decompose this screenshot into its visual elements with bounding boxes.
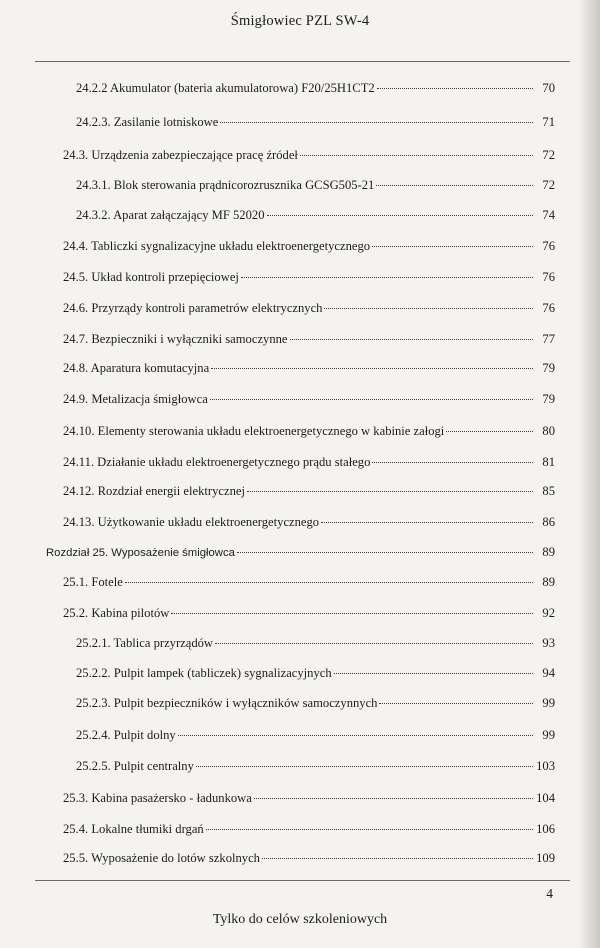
toc-entry (63, 390, 555, 408)
toc-dot-leader (376, 185, 533, 186)
toc-entry-label: 24.10. Elementy sterowania układu elektroenergetycznego w kabinie załogi (63, 424, 445, 438)
toc-dot-leader (237, 552, 533, 553)
toc-entry (63, 299, 555, 317)
footer-note: Tylko do celów szkoleniowych (212, 912, 388, 927)
toc-entry-label: 24.11. Działanie układu elektroenergetycznego prądu stałego (63, 455, 371, 469)
toc-entry-page: 81 (542, 455, 555, 469)
toc-entry (63, 604, 555, 622)
toc-chapter-entry (46, 543, 555, 561)
toc-entry-page: 85 (542, 484, 555, 498)
toc-dot-leader (372, 246, 533, 247)
toc-entry (63, 330, 555, 348)
toc-entry (76, 694, 555, 712)
toc-dot-leader (379, 703, 533, 704)
toc-entry (63, 820, 555, 838)
page-edge-shadow (578, 0, 600, 948)
toc-entry-label: 24.6. Przyrządy kontroli parametrów elektrycznych (63, 301, 323, 315)
toc-entry-label: 25.2.3. Pulpit bezpieczników i wyłączników samoczynnych (76, 696, 378, 710)
toc-entry-label: 24.2.3. Zasilanie lotniskowe (76, 115, 219, 129)
toc-dot-leader (178, 735, 533, 736)
toc-entry-page: 80 (542, 424, 555, 438)
toc-dot-leader (211, 368, 533, 369)
toc-entry-page: 72 (542, 178, 555, 192)
toc-entry (63, 268, 555, 286)
toc-entry (63, 513, 555, 531)
toc-dot-leader (215, 643, 533, 644)
toc-entry (63, 453, 555, 471)
toc-entry-label: 24.8. Aparatura komutacyjna (63, 361, 210, 375)
toc-entry-label: 24.4. Tabliczki sygnalizacyjne układu elektroenergetycznego (63, 239, 371, 253)
toc-entry (63, 482, 555, 500)
toc-entry (76, 664, 555, 682)
toc-entry-label: 25.2.4. Pulpit dolny (76, 728, 176, 742)
toc-entry (76, 726, 555, 744)
toc-entry-page: 71 (542, 115, 555, 129)
toc-entry-label: 24.7. Bezpieczniki i wyłączniki samoczynne (63, 332, 288, 346)
toc-entry-label: 25.2.2. Pulpit lampek (tabliczek) sygnalizacyjnych (76, 666, 332, 680)
toc-entry (76, 113, 555, 131)
toc-entry-label: 24.3.2. Aparat załączający MF 52020 (76, 208, 265, 222)
toc-entry-page: 79 (542, 361, 555, 375)
toc-entry (76, 79, 555, 97)
toc-dot-leader (196, 766, 533, 767)
toc-entry-page: 70 (542, 81, 555, 95)
toc-dot-leader (321, 522, 533, 523)
toc-entry-label: 25.1. Fotele (63, 575, 123, 589)
toc-entry-label: 24.12. Rozdział energii elektrycznej (63, 484, 245, 498)
toc-entry-page: 103 (536, 759, 555, 773)
toc-entry-page: 74 (542, 208, 555, 222)
running-header-title: Śmigłowiec PZL SW-4 (230, 13, 370, 29)
toc-entry-page: 99 (542, 696, 555, 710)
toc-entry-label: 25.3. Kabina pasażersko - ładunkowa (63, 791, 252, 805)
footer-rule (35, 880, 570, 881)
toc-dot-leader (247, 491, 533, 492)
toc-entry-label: 24.2.2 Akumulator (bateria akumulatorowa) F20/25H1CT2 (76, 81, 375, 95)
toc-entry (76, 206, 555, 224)
toc-entry-page: 79 (542, 392, 555, 406)
toc-entry-page: 76 (542, 301, 555, 315)
toc-entry (63, 789, 555, 807)
toc-entry-label: 24.13. Użytkowanie układu elektroenergetycznego (63, 515, 320, 529)
toc-entry (63, 359, 555, 377)
toc-dot-leader (206, 829, 533, 830)
toc-dot-leader (171, 613, 533, 614)
toc-entry (76, 176, 555, 194)
toc-entry (76, 757, 555, 775)
toc-dot-leader (262, 858, 533, 859)
toc-entry-page: 72 (542, 148, 555, 162)
toc-entry-label: 25.4. Lokalne tłumiki drgań (63, 822, 204, 836)
toc-entry (76, 634, 555, 652)
toc-dot-leader (300, 155, 533, 156)
toc-entry-page: 77 (542, 332, 555, 346)
toc-entry-page: 109 (536, 851, 555, 865)
toc-entry-label: 24.5. Układ kontroli przepięciowej (63, 270, 239, 284)
toc-entry-page: 76 (542, 239, 555, 253)
toc-entry-page: 89 (542, 575, 555, 589)
toc-entry-label: 24.9. Metalizacja śmigłowca (63, 392, 208, 406)
toc-entry-label: 24.3. Urządzenia zabezpieczające pracę źródeł (63, 148, 298, 162)
toc-entry (63, 422, 555, 440)
toc-entry-label: 24.3.1. Blok sterowania prądnicorozrusznika GCSG505-21 (76, 178, 375, 192)
toc-dot-leader (125, 582, 533, 583)
toc-entry-page: 89 (542, 545, 555, 559)
toc-entry-label: 25.2.1. Tablica przyrządów (76, 636, 214, 650)
toc-dot-leader (372, 462, 533, 463)
toc-entry-label: 25.2. Kabina pilotów (63, 606, 170, 620)
toc-entry-page: 106 (536, 822, 555, 836)
toc-entry-page: 76 (542, 270, 555, 284)
toc-entry-label: 25.5. Wyposażenie do lotów szkolnych (63, 851, 260, 865)
page-number: 4 (546, 886, 553, 901)
toc-entry-page: 92 (542, 606, 555, 620)
toc-entry (63, 146, 555, 164)
toc-entry (63, 237, 555, 255)
toc-dot-leader (241, 277, 533, 278)
toc-dot-leader (220, 122, 533, 123)
toc-dot-leader (290, 339, 533, 340)
toc-entry (63, 573, 555, 591)
toc-entry-page: 99 (542, 728, 555, 742)
toc-entry-label: 25.2.5. Pulpit centralny (76, 759, 194, 773)
toc-dot-leader (324, 308, 533, 309)
toc-dot-leader (254, 798, 533, 799)
header-rule (35, 61, 570, 62)
toc-dot-leader (377, 88, 533, 89)
toc-dot-leader (210, 399, 533, 400)
toc-entry-page: 104 (536, 791, 555, 805)
toc-dot-leader (446, 431, 533, 432)
toc-entry-page: 86 (542, 515, 555, 529)
toc-entry (63, 849, 555, 867)
toc-entry-label: Rozdział 25. Wyposażenie śmigłowca (46, 547, 235, 559)
toc-entry-page: 93 (542, 636, 555, 650)
toc-entry-page: 94 (542, 666, 555, 680)
toc-dot-leader (267, 215, 534, 216)
toc-dot-leader (334, 673, 533, 674)
